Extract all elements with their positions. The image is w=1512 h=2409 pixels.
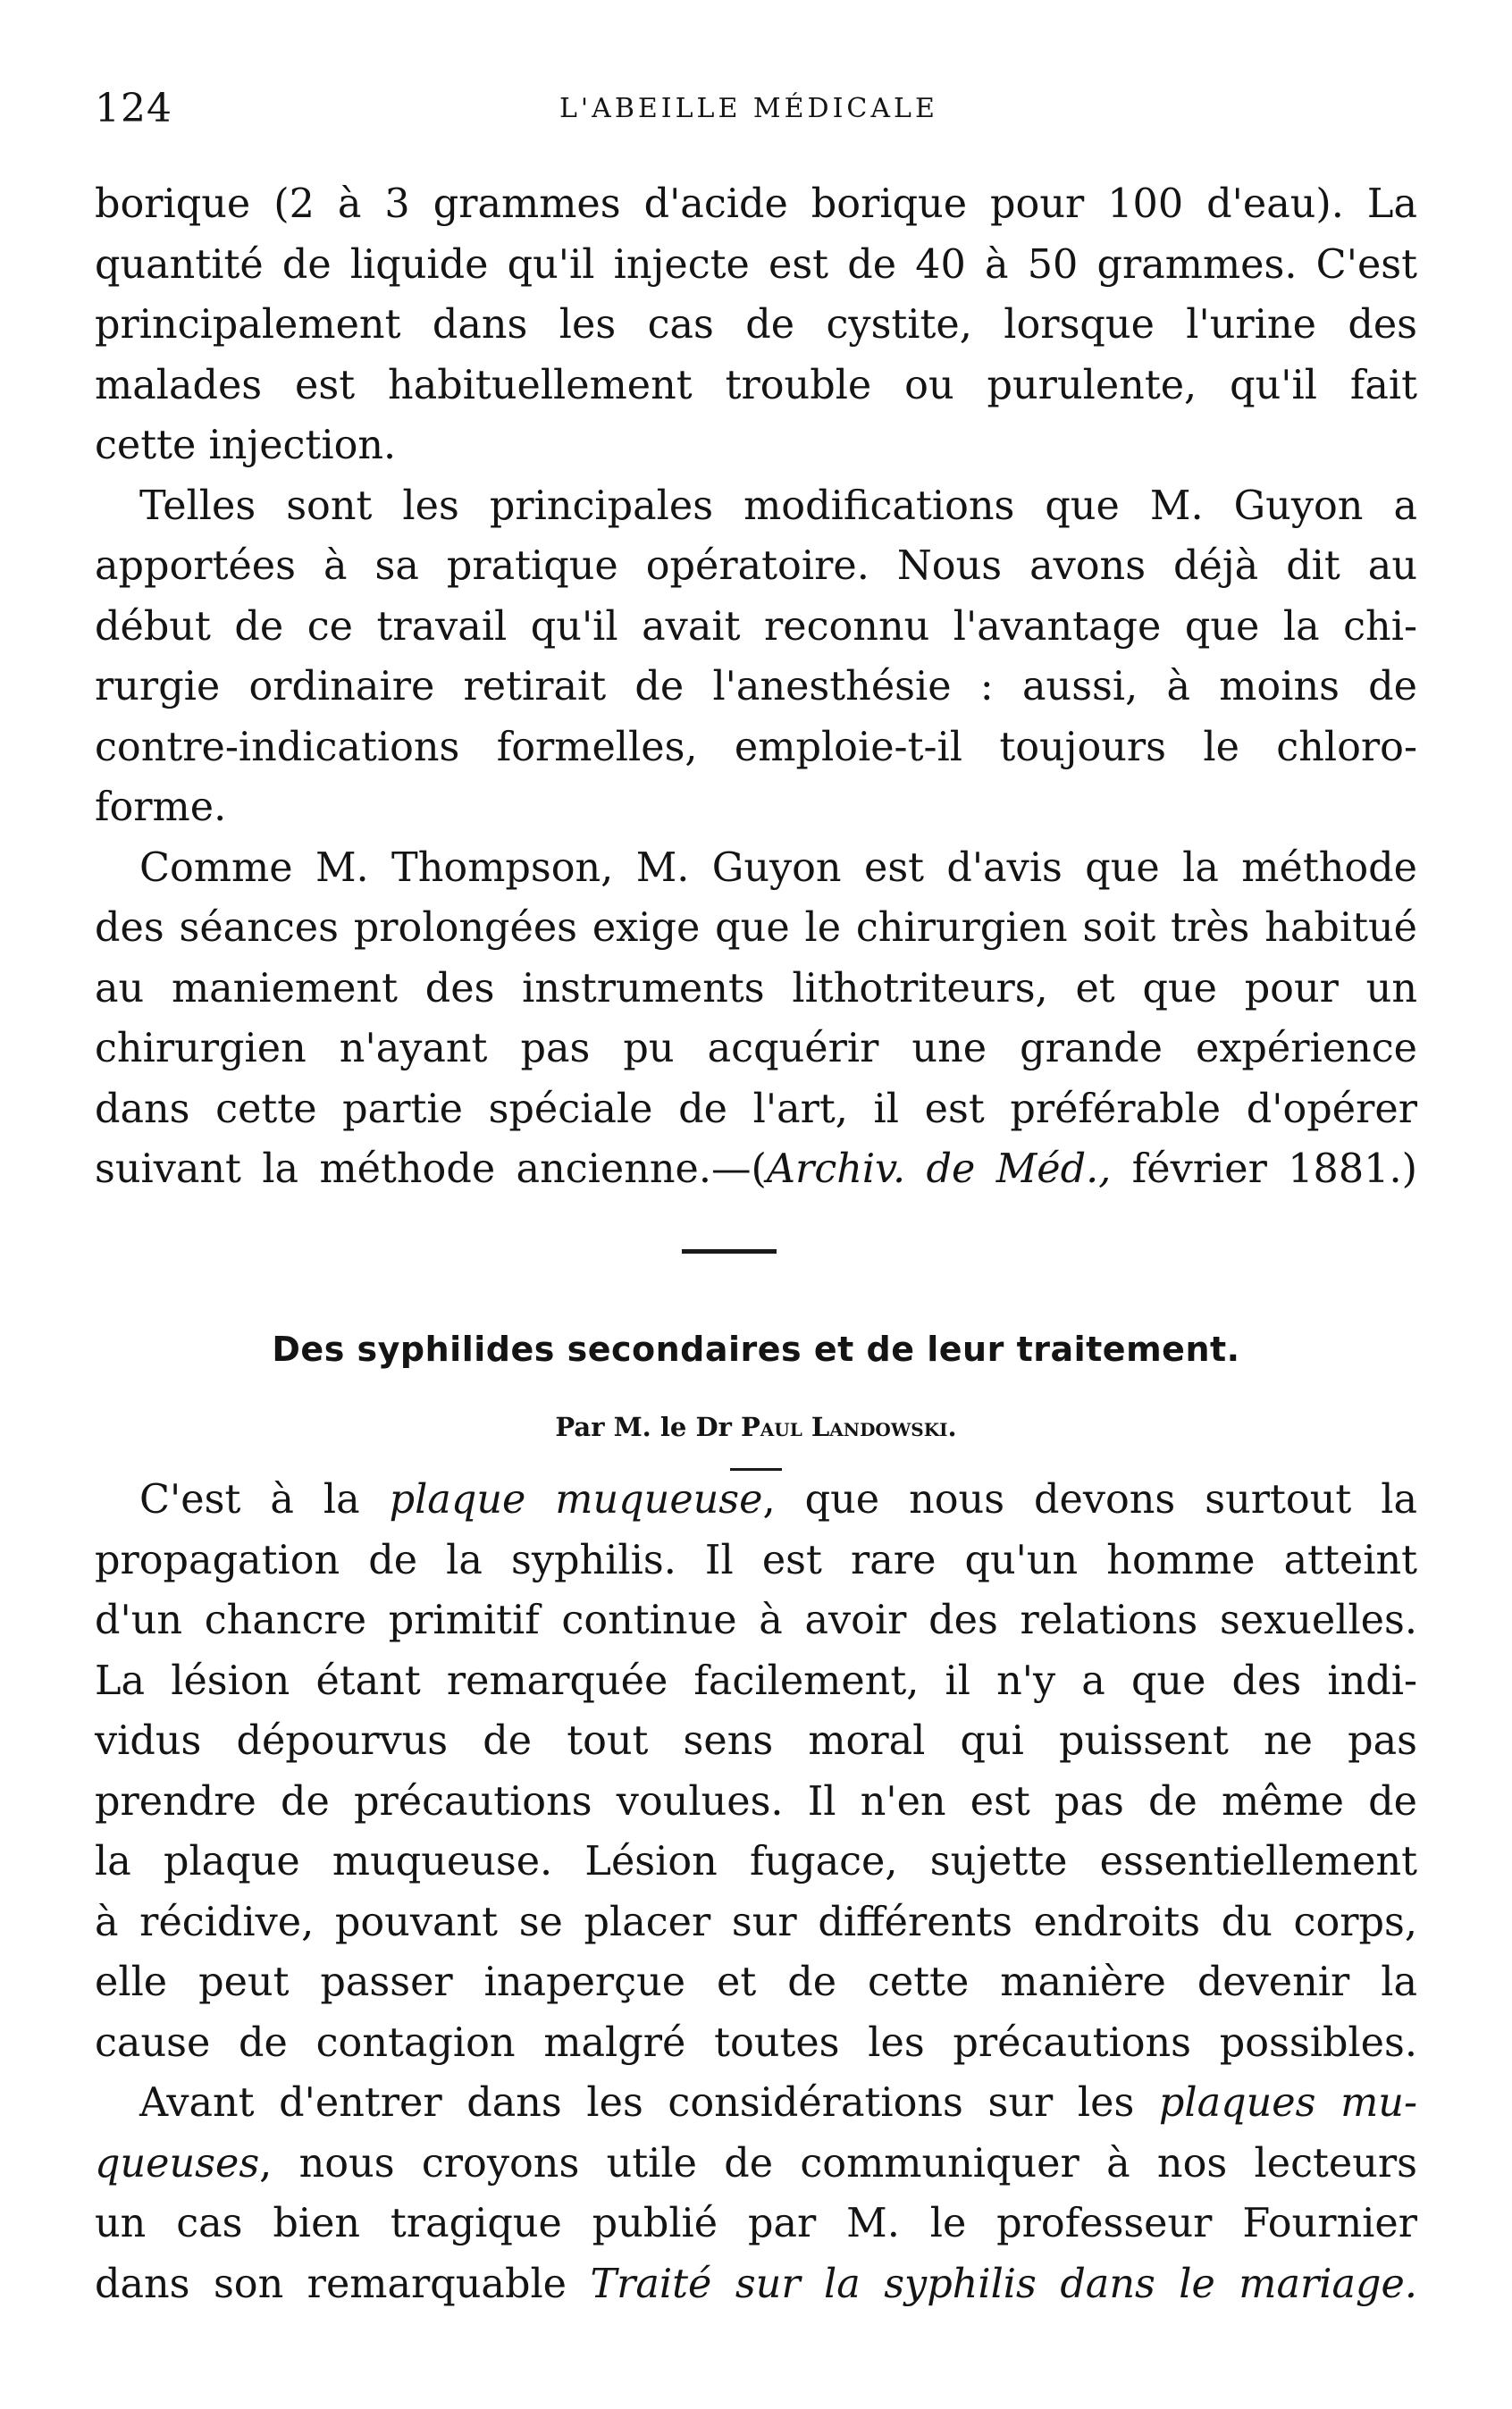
text-segment: , que nous devons surtout la [762, 1477, 1417, 1523]
text-line: contre-indications formelles, emploie-t-il toujours le chloro- [95, 724, 1417, 770]
section-separator-rule [682, 1249, 777, 1254]
text-line: d'un chancre primitif continue à avoir des relations sexuelles. [95, 1598, 1417, 1643]
text-line: elle peut passer inaperçue et de cette manière devenir la [95, 1960, 1417, 2005]
italic-term: queuses [95, 2140, 260, 2187]
text-line: à récidive, pouvant se placer sur différents endroits du corps, [95, 1899, 1417, 1945]
author-name: Paul Landowski. [740, 1412, 957, 1442]
text-line: cause de contagion malgré toutes les précautions possibles. [95, 2019, 1417, 2066]
text-segment: dans son remarquable [95, 2261, 591, 2307]
text-line: apportées à sa pratique opératoire. Nous avons déjà dit au [95, 543, 1417, 589]
text-line: rurgie ordinaire retirait de l'anesthésie : aussi, à moins de [95, 664, 1417, 709]
italic-term: plaques mu- [1158, 2080, 1417, 2126]
text-line: début de ce travail qu'il avait reconnu l'avantage que la chi- [95, 603, 1417, 650]
text-line: prendre de précautions voulues. Il n'en est pas de même de [95, 1778, 1417, 1825]
text-line: propagation de la syphilis. Il est rare qu'un homme atteint [95, 1537, 1417, 1583]
text-line-with-italic [95, 2073, 1417, 2134]
text-line-with-italic [95, 2254, 1417, 2315]
text-line-with-citation [95, 1139, 1417, 1200]
text-line: borique (2 à 3 grammes d'acide borique pour 100 d'eau). La [95, 181, 1417, 227]
text-line: un cas bien tragique publié par M. le professeur Fournier [95, 2201, 1417, 2246]
section-1-text [95, 174, 1417, 1200]
text-line: dans cette partie spéciale de l'art, il est préférable d'opérer [95, 1086, 1417, 1132]
book-title: Traité sur la syphilis dans le mariage. [590, 2261, 1417, 2307]
text-line-with-italic [95, 2134, 1417, 2195]
text-line: au maniement des instruments lithotriteurs, et que pour un [95, 965, 1417, 1011]
text-segment: Avant d'entrer dans les considérations sur les [139, 2080, 1159, 2126]
text-segment: , nous croyons utile de communiquer à nos lecteurs [259, 2140, 1417, 2187]
citation-source: Archiv. de Méd., [766, 1146, 1112, 1192]
text-line: Comme M. Thompson, M. Guyon est d'avis que la méthode [139, 844, 1417, 891]
text-line: des séances prolongées exige que le chirurgien soit très habitué [95, 905, 1417, 951]
text-line: quantité de liquide qu'il injecte est de 40 à 50 grammes. C'est [95, 241, 1417, 288]
page-number: 124 [95, 86, 172, 131]
text-line: forme. [95, 785, 227, 830]
text-line: chirurgien n'ayant pas pu acquérir une grande expérience [95, 1026, 1417, 1071]
journal-title: L'ABEILLE MÉDICALE [559, 93, 938, 124]
text-line: cette injection. [95, 423, 397, 468]
text-line-with-italic [95, 1470, 1417, 1531]
text-segment: février 1881.) [1111, 1146, 1417, 1192]
text-line: malades est habituellement trouble ou purulente, qu'il fait [95, 362, 1417, 408]
section-2-text [95, 1470, 1417, 2314]
italic-term: plaque muqueuse [389, 1477, 763, 1523]
text-line: la plaque muqueuse. Lésion fugace, sujette essentiellement [95, 1839, 1417, 1884]
text-line: vidus dépourvus de tout sens moral qui puissent ne pas [95, 1718, 1417, 1764]
article-author [0, 1412, 1512, 1442]
text-line: principalement dans les cas de cystite, lorsque l'urine des [95, 302, 1417, 348]
text-segment: suivant la méthode ancienne.—( [95, 1146, 767, 1192]
running-head [95, 86, 1417, 139]
author-prefix: Par M. le Dr [555, 1412, 741, 1442]
text-line: La lésion étant remarquée facilement, il n'y a que des indi- [95, 1658, 1417, 1704]
text-line: Telles sont les principales modifications que M. Guyon a [139, 483, 1417, 529]
article-title: Des syphilides secondaires et de leur traitement. [272, 1330, 1240, 1369]
text-segment: C'est à la [139, 1477, 390, 1523]
